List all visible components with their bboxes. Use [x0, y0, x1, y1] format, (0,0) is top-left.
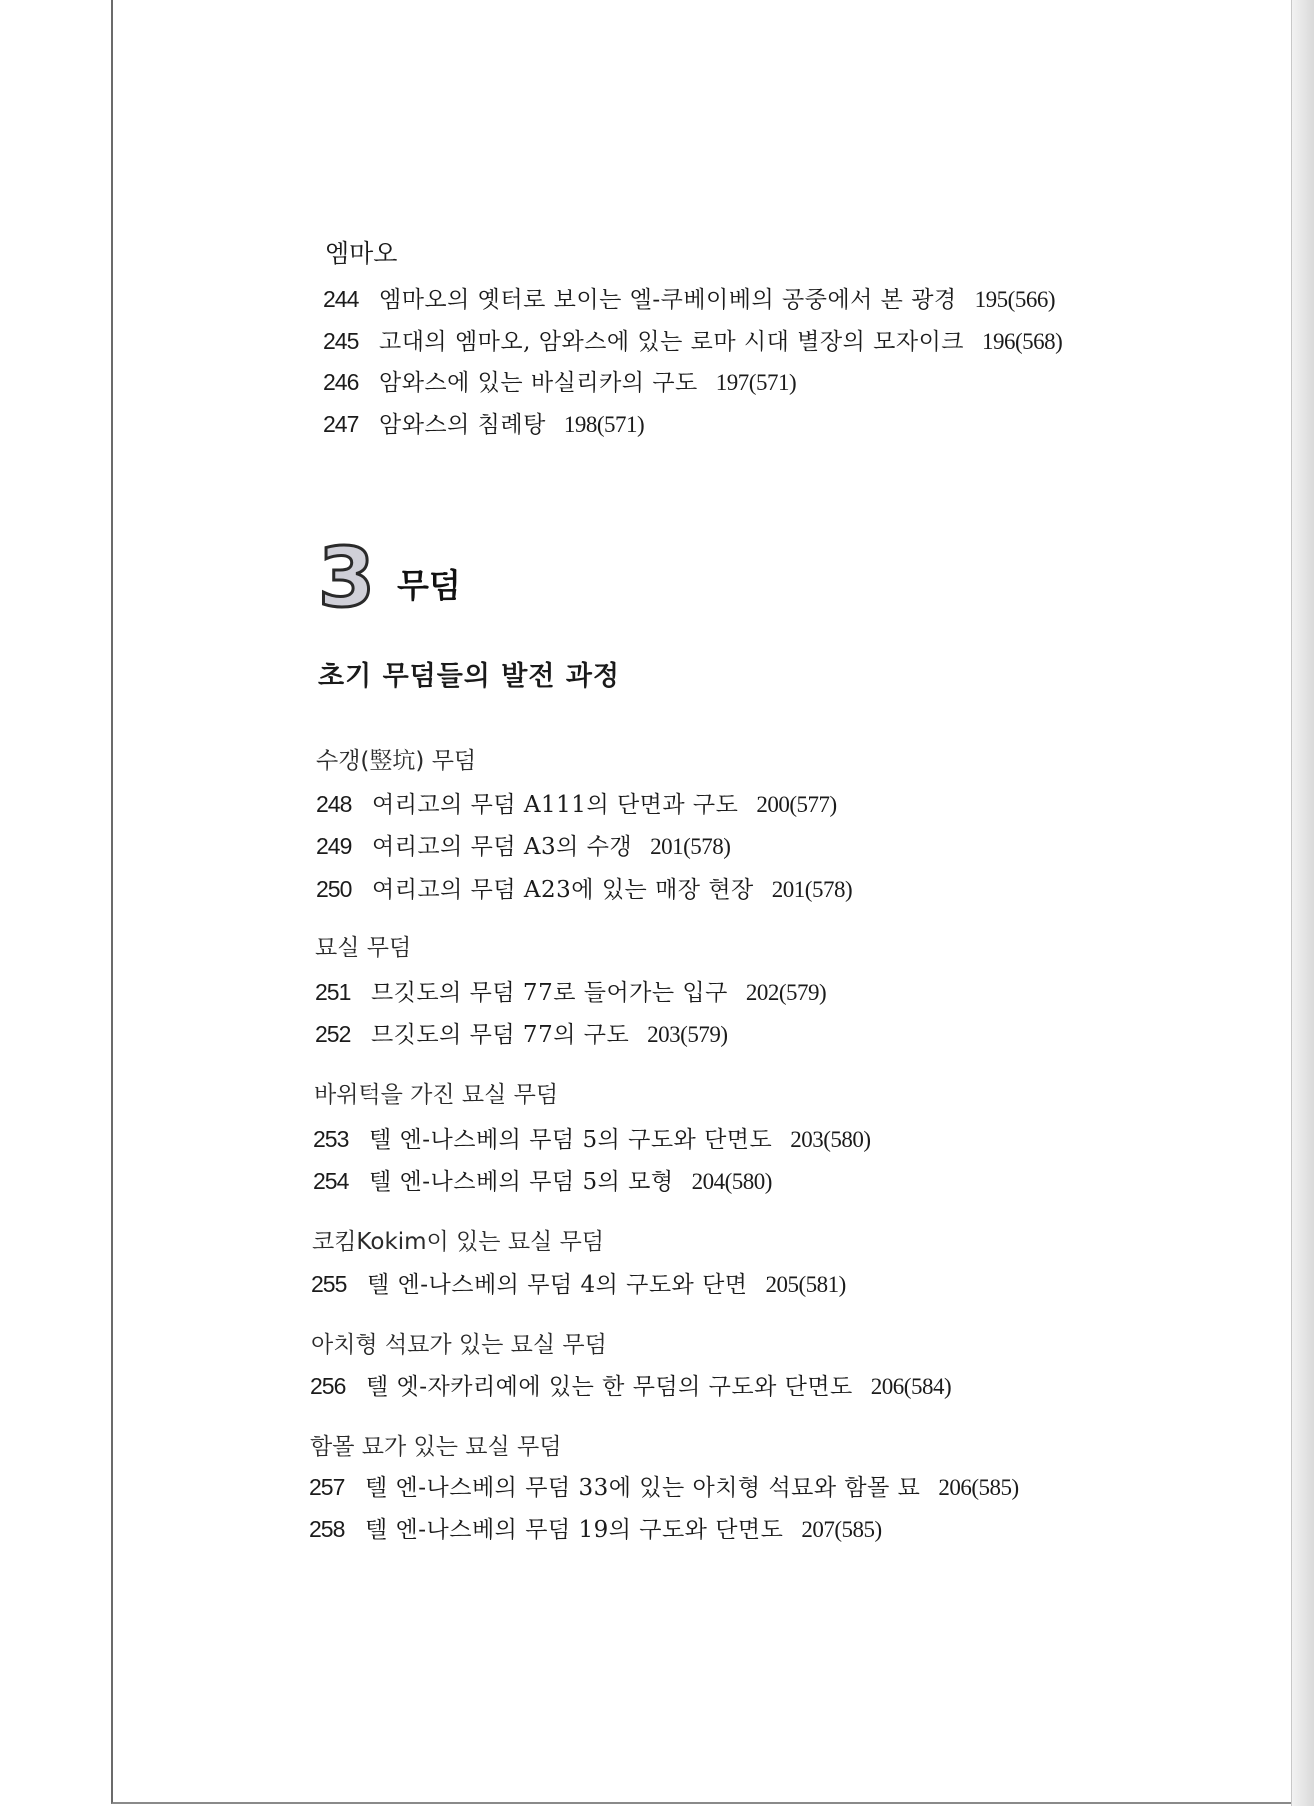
entry-number: 245: [323, 328, 359, 354]
entry-number: 247: [323, 411, 359, 437]
chapter-number: 3: [318, 531, 376, 626]
entry-page-ref: 197(571): [715, 370, 797, 395]
list-item: [316, 871, 852, 904]
group-heading: 아치형 석묘가 있는 묘실 무덤: [311, 1332, 607, 1358]
entry-number: 251: [315, 979, 351, 1005]
entry-title: 텔 엔-나스베의 무덤 19의 구도와 단면도: [365, 1517, 784, 1543]
entry-title: 여리고의 무덤 A23에 있는 매장 현장: [372, 877, 754, 903]
entry-number: 246: [323, 369, 359, 395]
list-item: [311, 1266, 846, 1299]
emmaus-heading: 엠마오: [325, 239, 398, 268]
entry-page-ref: 203(579): [647, 1022, 728, 1047]
entry-page-ref: 202(579): [745, 980, 827, 1005]
entry-page-ref: 196(568): [982, 329, 1063, 354]
entry-page-ref: 207(585): [801, 1517, 882, 1542]
list-item: [323, 281, 1055, 314]
group-heading: 수갱(竪坑) 무덤: [316, 748, 477, 774]
entry-title: 텔 엔-나스베의 무덤 5의 모형: [369, 1169, 674, 1195]
entry-number: 250: [316, 876, 352, 902]
entry-page-ref: 201(578): [771, 877, 853, 902]
entry-page-ref: 204(580): [691, 1169, 772, 1194]
entry-number: 258: [309, 1516, 345, 1542]
list-item: [316, 786, 837, 819]
entry-page-ref: 200(577): [756, 792, 837, 817]
entry-number: 252: [315, 1021, 351, 1047]
chapter-title: 무덤: [397, 566, 461, 605]
entry-title: 여리고의 무덤 A3의 수갱: [372, 834, 633, 860]
entry-title: 고대의 엠마오, 암와스에 있는 로마 시대 별장의 모자이크: [379, 329, 965, 355]
list-item: [323, 406, 644, 439]
group-heading: 묘실 무덤: [315, 935, 412, 961]
entry-page-ref: 206(584): [870, 1374, 952, 1399]
list-item: [323, 323, 1062, 356]
list-item: [313, 1121, 871, 1154]
entry-number: 253: [313, 1126, 349, 1152]
entry-title: 텔 엔-나스베의 무덤 4의 구도와 단면: [367, 1272, 748, 1298]
list-item: [323, 364, 796, 397]
entry-page-ref: 198(571): [563, 412, 645, 437]
entry-title: 여리고의 무덤 A111의 단면과 구도: [372, 792, 739, 818]
entry-number: 249: [316, 833, 352, 859]
entry-title: 므깃도의 무덤 77의 구도: [371, 1022, 630, 1048]
list-item: [315, 1016, 728, 1049]
entry-title: 암와스의 침례탕: [379, 412, 546, 438]
entry-number: 256: [310, 1373, 346, 1399]
list-item: [309, 1511, 882, 1544]
entry-page-ref: 206(585): [938, 1475, 1019, 1500]
group-heading: 바위턱을 가진 묘실 무덤: [314, 1082, 559, 1108]
entry-number: 244: [323, 286, 359, 312]
entry-number: 254: [313, 1168, 349, 1194]
group-heading: 코킴Kokim이 있는 묘실 무덤: [312, 1229, 605, 1255]
entry-number: 257: [309, 1474, 345, 1500]
entry-page-ref: 201(578): [650, 834, 731, 859]
group-heading: 함몰 묘가 있는 묘실 무덤: [310, 1434, 562, 1460]
entry-page-ref: 205(581): [765, 1272, 846, 1297]
entry-title: 텔 엔-나스베의 무덤 33에 있는 아치형 석묘와 함몰 묘: [365, 1475, 921, 1501]
list-item: [309, 1469, 1019, 1502]
list-item: [313, 1163, 772, 1196]
section-title: 초기 무덤들의 발전 과정: [318, 661, 621, 692]
entry-title: 텔 엣-자카리예에 있는 한 무덤의 구도와 단면도: [366, 1374, 853, 1400]
list-item: [316, 828, 730, 861]
entry-page-ref: 195(566): [974, 287, 1055, 312]
list-item: [310, 1368, 951, 1401]
page-edge-shadow: [1292, 0, 1314, 1806]
entry-page-ref: 203(580): [790, 1127, 871, 1152]
entry-title: 므깃도의 무덤 77로 들어가는 입구: [371, 980, 728, 1006]
entry-title: 엠마오의 옛터로 보이는 엘-쿠베이베의 공중에서 본 광경: [379, 287, 957, 313]
entry-number: 248: [316, 791, 352, 817]
list-item: [315, 974, 826, 1007]
entry-title: 텔 엔-나스베의 무덤 5의 구도와 단면도: [369, 1127, 773, 1153]
entry-title: 암와스에 있는 바실리카의 구도: [379, 370, 698, 396]
entry-number: 255: [311, 1271, 347, 1297]
